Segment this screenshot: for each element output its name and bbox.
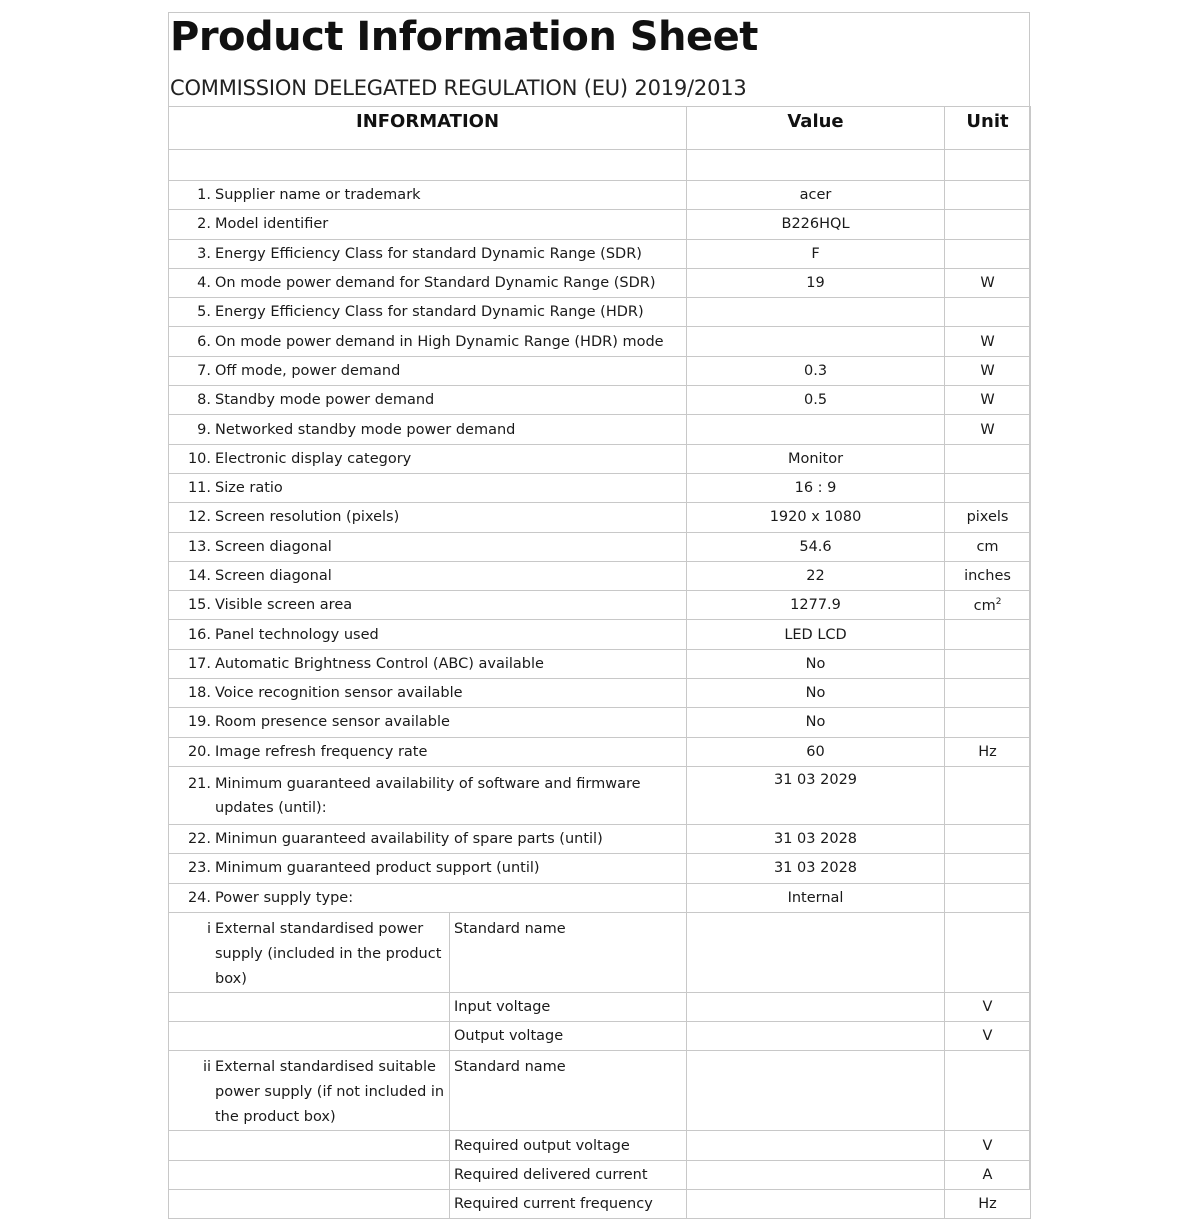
power-supply-field-unit: A [945,1160,1031,1189]
product-info-table [168,106,1031,1219]
row-number: 3. [197,245,211,262]
row-value: No [687,679,945,708]
row-number: 20. [187,743,211,760]
row-label: Electronic display category [215,450,412,467]
power-supply-label: External standardised power supply (included in the product box) [215,920,442,987]
row-value: 31 03 2028 [687,824,945,853]
table-row [169,181,1031,210]
row-unit [945,708,1031,737]
power-supply-field-unit: Hz [945,1190,1031,1219]
power-supply-field-value [687,1190,945,1219]
row-information [169,766,687,824]
row-unit [945,210,1031,239]
power-supply-label: External standardised suitable power supply (if not included in the product box) [215,1059,445,1126]
row-information [169,268,687,297]
power-supply-field-value [687,1022,945,1051]
row-number: 1. [197,187,211,204]
row-value: acer [687,181,945,210]
row-information [169,239,687,268]
power-supply-field-label: Required output voltage [450,1131,687,1160]
table-row [169,620,1031,649]
row-unit [945,473,1031,502]
spacer-row [169,150,1031,181]
row-unit [945,649,1031,678]
power-supply-field-unit [945,912,1031,992]
row-value [687,327,945,356]
row-number: 13. [187,538,211,555]
row-unit [945,532,1031,561]
row-value: B226HQL [687,210,945,239]
column-header-value: Value [687,107,945,150]
table-row [169,356,1031,385]
row-information [169,356,687,385]
row-number: 11. [187,480,211,497]
row-unit [945,327,1031,356]
row-information [169,181,687,210]
power-supply-field-value [687,1160,945,1189]
row-information [169,298,687,327]
table-row [169,737,1031,766]
row-information [169,415,687,444]
row-number: 9. [197,421,211,438]
table-row [169,766,1031,824]
row-number: 5. [197,304,211,321]
row-label-continued: updates (until): [215,799,327,816]
row-label: Image refresh frequency rate [215,743,428,760]
table-row [169,649,1031,678]
row-unit [945,239,1031,268]
row-number: 10. [187,450,211,467]
row-unit [945,679,1031,708]
row-unit [945,298,1031,327]
table-row [169,415,1031,444]
row-value: LED LCD [687,620,945,649]
row-value [687,298,945,327]
unit-text: inches [964,568,1011,584]
unit-text: Hz [978,743,997,760]
row-value [687,415,945,444]
row-unit [945,356,1031,385]
power-supply-field-value [687,912,945,992]
row-label: Minimum guaranteed product support (until) [215,860,540,877]
power-supply-row [169,912,1031,992]
table-row [169,210,1031,239]
row-unit [945,415,1031,444]
row-value: 0.3 [687,356,945,385]
power-supply-field-value [687,1051,945,1131]
power-supply-description [169,1190,450,1219]
row-number: 14. [187,568,211,584]
row-number: 24. [187,889,211,906]
row-unit [945,386,1031,415]
row-value: 31 03 2029 [687,766,945,824]
table-row [169,386,1031,415]
unit-text: cm [976,538,999,555]
row-number: 12. [187,509,211,526]
row-information [169,561,687,590]
row-information [169,591,687,620]
row-label: Energy Efficiency Class for standard Dynamic Range (HDR) [215,304,644,321]
power-supply-field-unit: V [945,992,1031,1021]
power-supply-row [169,1131,1031,1160]
unit-text: W [980,421,995,438]
power-supply-row [169,1022,1031,1051]
row-number: 2. [197,216,211,233]
regulation-subtitle: COMMISSION DELEGATED REGULATION (EU) 2019/2013 [170,76,747,100]
row-label: Energy Efficiency Class for standard Dynamic Range (SDR) [215,245,642,262]
row-unit [945,883,1031,912]
row-number: 16. [187,626,211,643]
row-unit [945,181,1031,210]
table-row [169,298,1031,327]
power-supply-field-value [687,992,945,1021]
row-information [169,737,687,766]
column-header-information: INFORMATION [169,107,687,150]
row-number: 4. [197,275,211,292]
power-supply-field-label: Required delivered current [450,1160,687,1189]
row-information [169,503,687,532]
row-label: Panel technology used [215,626,379,643]
row-value: No [687,649,945,678]
row-information [169,649,687,678]
row-information [169,532,687,561]
power-supply-field-label: Standard name [450,912,687,992]
power-supply-field-unit [945,1051,1031,1131]
row-unit [945,444,1031,473]
power-supply-description [169,1051,450,1131]
row-label: Off mode, power demand [215,362,401,379]
row-label: Minimun guaranteed availability of spare parts (until) [215,831,603,848]
table-row [169,268,1031,297]
power-supply-description [169,912,450,992]
row-information [169,473,687,502]
row-unit [945,737,1031,766]
power-supply-field-label: Standard name [450,1051,687,1131]
unit-superscript: 2 [995,596,1002,607]
row-number: 22. [187,831,211,848]
power-supply-row [169,1051,1031,1131]
row-value: 1277.9 [687,591,945,620]
row-unit [945,766,1031,824]
row-information [169,327,687,356]
row-value: 22 [687,561,945,590]
power-supply-field-label: Output voltage [450,1022,687,1051]
table-row [169,854,1031,883]
row-label: Minimum guaranteed availability of software and firmware [215,775,641,792]
row-unit [945,591,1031,620]
row-label: Screen diagonal [215,568,332,584]
row-value: 16 : 9 [687,473,945,502]
table-row [169,708,1031,737]
row-information [169,444,687,473]
row-number: 21. [187,775,211,792]
row-information [169,620,687,649]
row-number: 6. [197,333,211,350]
row-value: 19 [687,268,945,297]
row-value: Monitor [687,444,945,473]
table-row [169,824,1031,853]
row-number: 18. [187,685,211,702]
row-unit [945,268,1031,297]
power-supply-field-label: Input voltage [450,992,687,1021]
table-row [169,444,1031,473]
unit-text: W [980,275,995,292]
row-label: Screen diagonal [215,538,332,555]
row-information [169,210,687,239]
power-supply-field-unit: V [945,1131,1031,1160]
row-number: 15. [187,597,211,614]
table-row [169,503,1031,532]
row-information [169,679,687,708]
power-supply-row [169,992,1031,1021]
row-label: Model identifier [215,216,329,233]
table-row [169,883,1031,912]
row-label: On mode power demand in High Dynamic Range (HDR) mode [215,333,664,350]
row-label: Power supply type: [215,889,354,906]
power-supply-description [169,1160,450,1189]
column-header-unit: Unit [945,107,1031,150]
power-supply-field-label: Required current frequency [450,1190,687,1219]
row-information [169,708,687,737]
row-value: Internal [687,883,945,912]
row-information [169,854,687,883]
row-label: Room presence sensor available [215,714,450,731]
row-value: 1920 x 1080 [687,503,945,532]
page-title: Product Information Sheet [170,14,758,60]
row-unit [945,503,1031,532]
row-label: Networked standby mode power demand [215,421,516,438]
table-row [169,679,1031,708]
row-number: 7. [197,362,211,379]
power-supply-field-unit: V [945,1022,1031,1051]
row-unit [945,824,1031,853]
row-label: Visible screen area [215,597,353,614]
power-supply-number: i [206,920,211,937]
row-label: Supplier name or trademark [215,187,421,204]
row-unit [945,854,1031,883]
row-value: No [687,708,945,737]
table-header-row [169,107,1031,150]
unit-text: cm [973,597,996,614]
table-row [169,473,1031,502]
row-label: On mode power demand for Standard Dynamic Range (SDR) [215,275,656,292]
power-supply-field-value [687,1131,945,1160]
row-label: Screen resolution (pixels) [215,509,400,526]
row-unit [945,620,1031,649]
unit-text: pixels [966,509,1009,526]
row-information [169,883,687,912]
row-number: 17. [187,655,211,672]
table-row [169,591,1031,620]
unit-text: W [980,362,995,379]
row-number: 19. [187,714,211,731]
power-supply-description [169,992,450,1021]
row-label: Automatic Brightness Control (ABC) available [215,655,544,672]
row-value: 0.5 [687,386,945,415]
row-label: Voice recognition sensor available [215,685,463,702]
row-information [169,824,687,853]
table-row [169,239,1031,268]
unit-text: W [980,333,995,350]
table-row [169,561,1031,590]
row-value: 54.6 [687,532,945,561]
table-row [169,327,1031,356]
unit-text: W [980,392,995,409]
row-label: Standby mode power demand [215,392,435,409]
table-row [169,532,1031,561]
row-information [169,386,687,415]
power-supply-number: ii [202,1059,211,1076]
row-value: F [687,239,945,268]
power-supply-row [169,1190,1031,1219]
row-number: 8. [197,392,211,409]
row-label: Size ratio [215,480,283,497]
row-value: 60 [687,737,945,766]
row-unit [945,561,1031,590]
power-supply-row [169,1160,1031,1189]
row-value: 31 03 2028 [687,854,945,883]
row-number: 23. [187,860,211,877]
power-supply-description [169,1022,450,1051]
power-supply-description [169,1131,450,1160]
